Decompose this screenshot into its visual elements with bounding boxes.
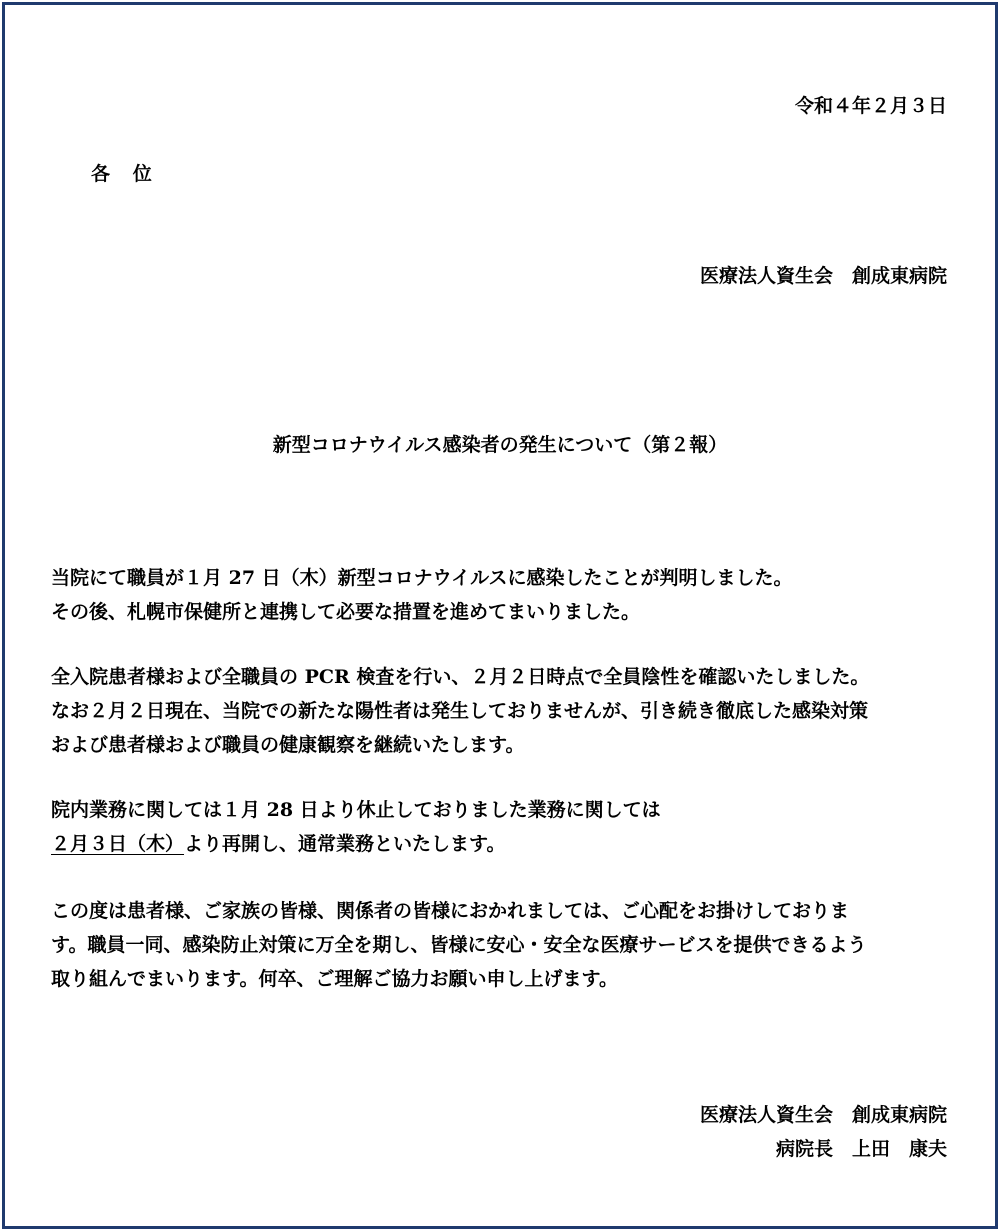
document-title: 新型コロナウイルス感染者の発生について（第２報）: [272, 434, 728, 456]
paragraph-line: 全入院患者様および全職員の PCR 検査を行い、２月２日時点で全員陰性を確認いたしました。: [51, 666, 870, 688]
resume-date: ２月３日（木）: [51, 833, 185, 855]
paragraph-apology: [51, 894, 866, 996]
signature-director: 病院長 上田 康夫: [775, 1138, 947, 1160]
paragraph-line: 当院にて職員が１月 27 日（木）新型コロナウイルスに感染したことが判明しました。: [51, 567, 793, 589]
paragraph-line: および患者様および職員の健康観察を継続いたします。: [51, 734, 525, 756]
paragraph-operations-resume: [51, 793, 661, 861]
paragraph-line: 取り組んでまいります。何卒、ご理解ご協力お願い申し上げます。: [51, 968, 618, 990]
document-date: 令和４年２月３日: [794, 95, 947, 117]
paragraph-line: す。職員一同、感染防止対策に万全を期し、皆様に安心・安全な医療サービスを提供できるよう: [51, 934, 867, 956]
addressee: 各 位: [91, 163, 154, 185]
paragraph-line: なお２月２日現在、当院での新たな陽性者は発生しておりませんが、引き続き徹底した感染対策: [51, 700, 869, 722]
document-page: [2, 2, 998, 1229]
paragraph-line: 院内業務に関しては１月 28 日より休止しておりました業務に関しては: [51, 799, 661, 821]
signature-block: [700, 1098, 947, 1166]
signature-organization: 医療法人資生会 創成東病院: [699, 1104, 947, 1126]
paragraph-line: [51, 827, 661, 861]
paragraph-line: その後、札幌市保健所と連携して必要な措置を進めてまいりました。: [51, 601, 641, 623]
paragraph-infection-report: [51, 561, 793, 629]
paragraph-line: この度は患者様、ご家族の皆様、関係者の皆様におかれましては、ご心配をお掛けしておりま: [51, 900, 850, 922]
issuer-name: 医療法人資生会 創成東病院: [699, 265, 947, 287]
resume-text: より再開し、通常業務といたします。: [184, 833, 506, 855]
paragraph-pcr-results: [51, 660, 869, 762]
